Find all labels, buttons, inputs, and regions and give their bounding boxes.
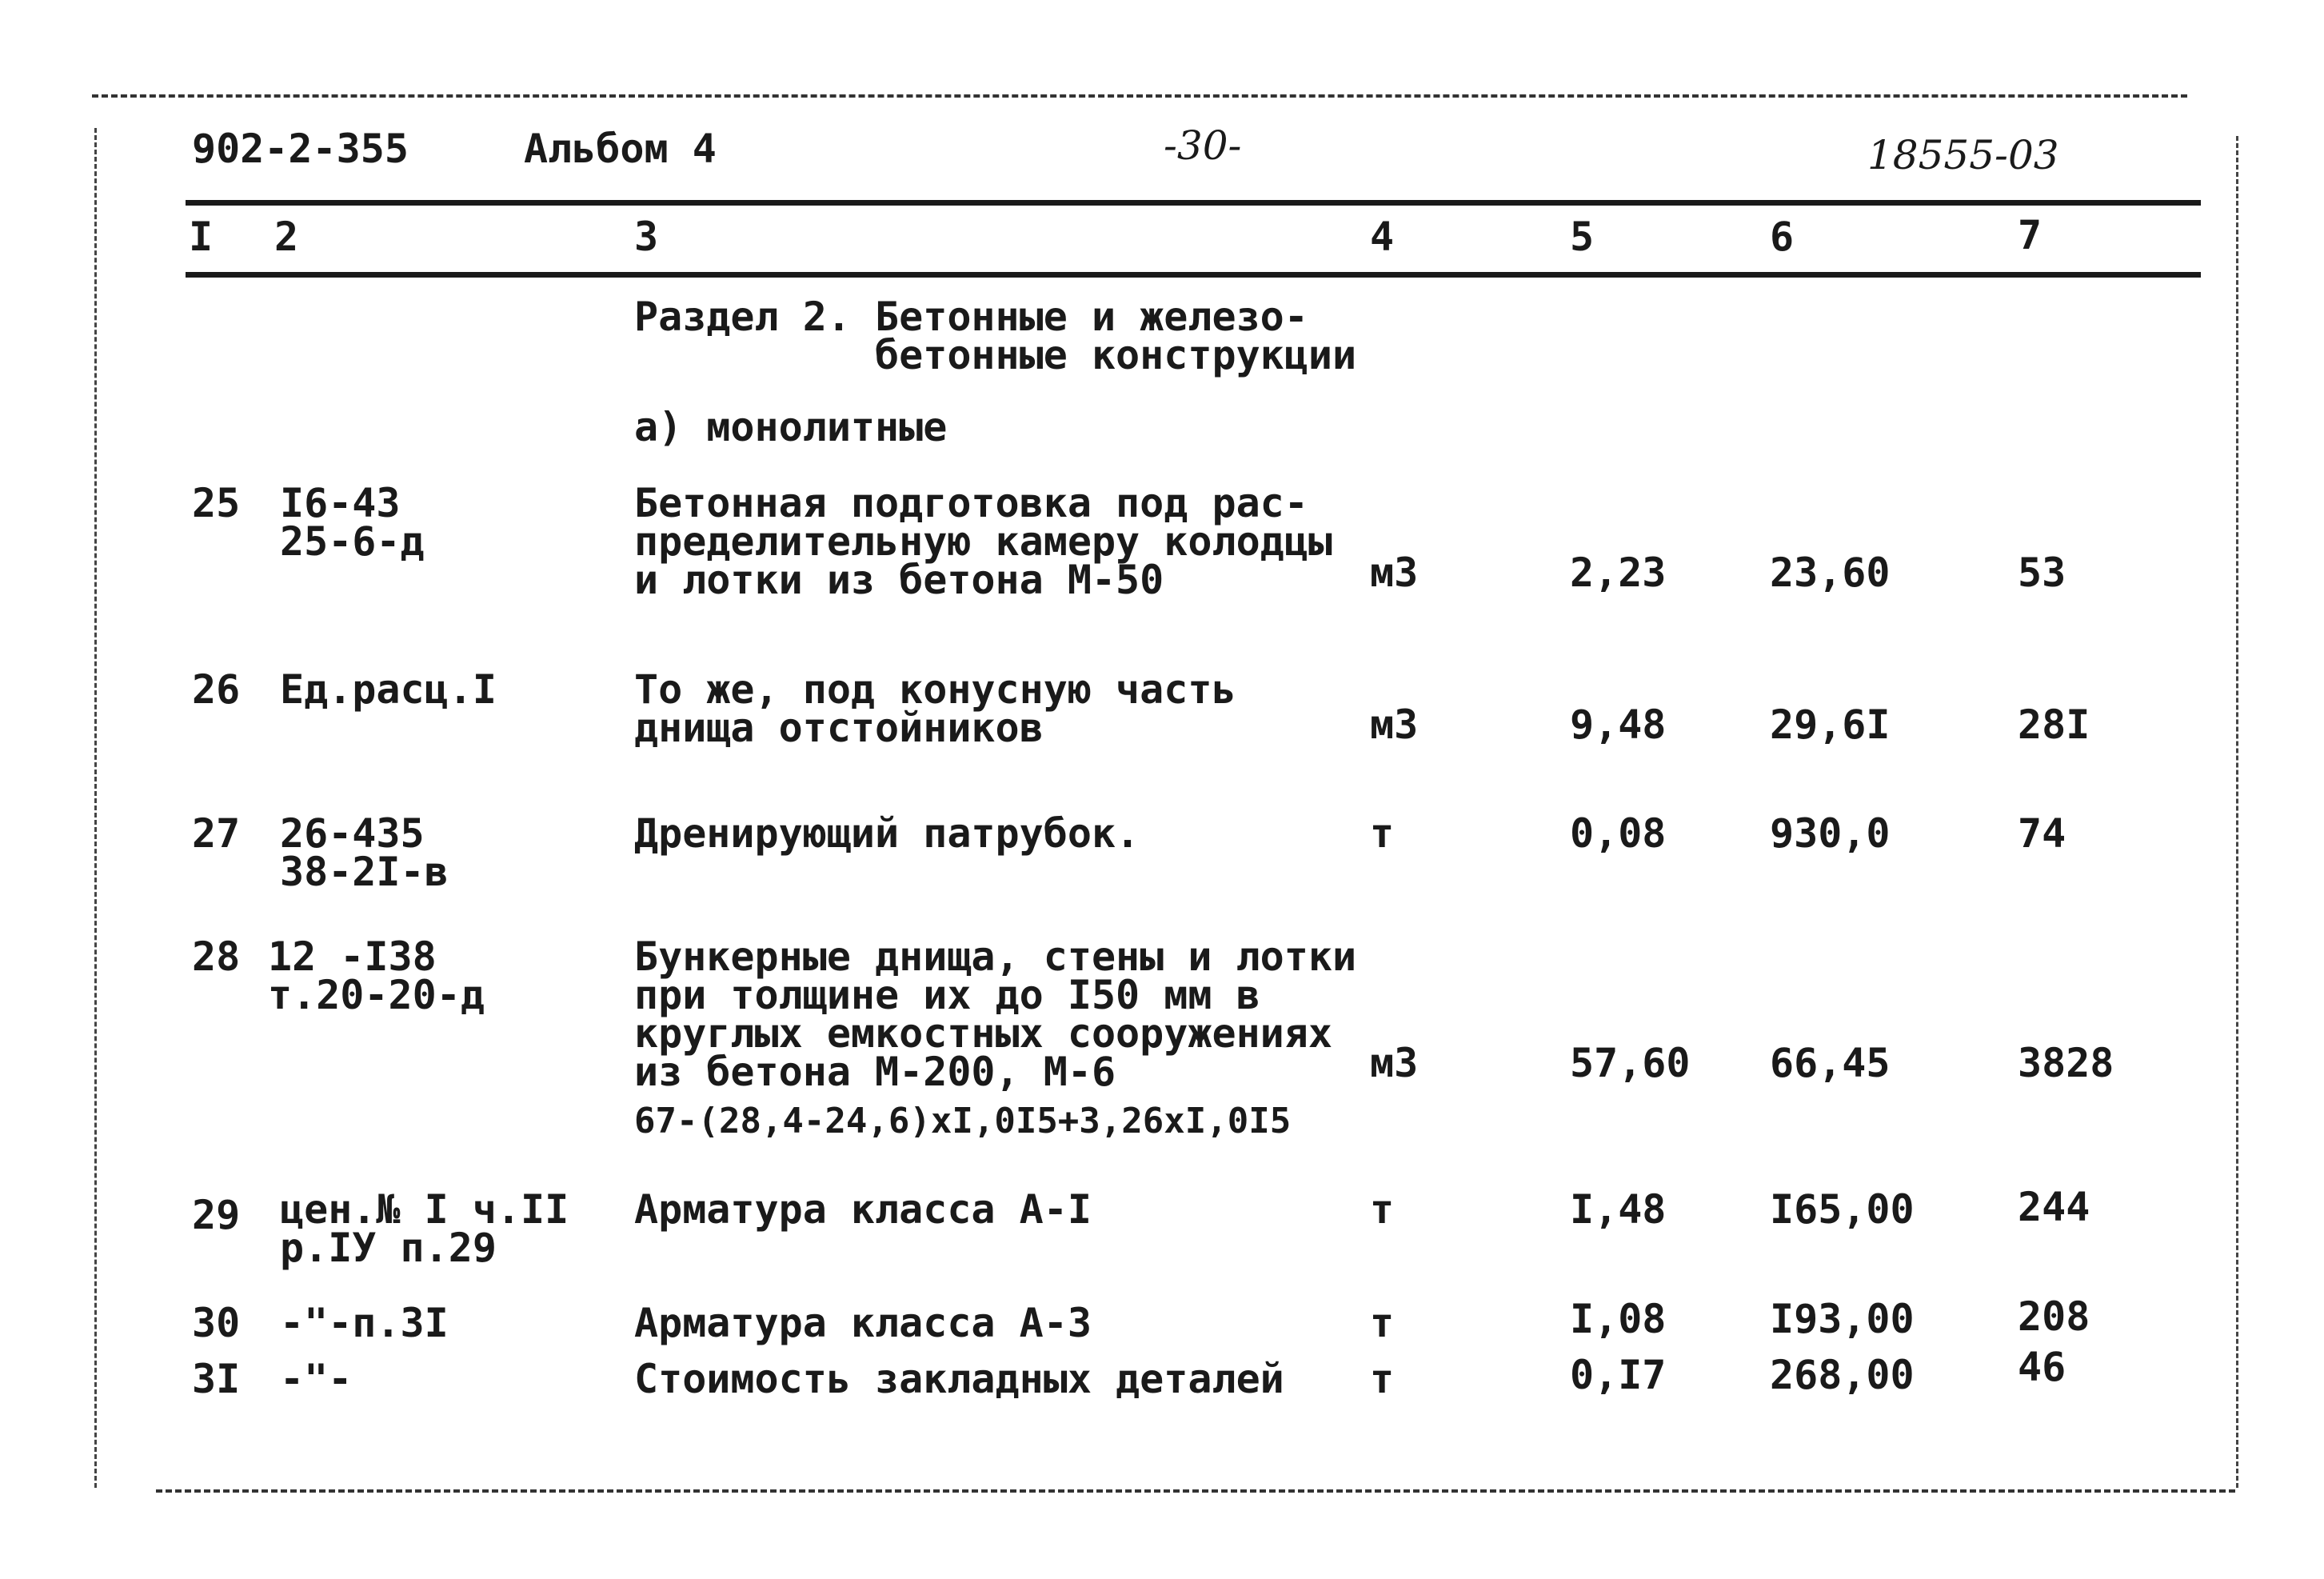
work-description: Арматура класса А-I (634, 1186, 1092, 1233)
total-cost: 244 (2018, 1184, 2090, 1230)
row-number: 3I (192, 1356, 241, 1402)
section-subtitle: а) монолитные (634, 404, 948, 450)
row-number: 26 (192, 666, 241, 713)
rate-code: 26-435 38-2I-в (280, 810, 449, 895)
unit: т (1370, 1300, 1395, 1346)
work-description: Бетонная подготовка под рас- пределительную камеру колодцы и лотки из бетона М-50 (634, 480, 1332, 603)
column-header-7: 7 (2018, 212, 2042, 258)
unit-price: I93,00 (1770, 1296, 1915, 1342)
quantity: 0,I7 (1570, 1352, 1667, 1398)
unit-price: 268,00 (1770, 1352, 1915, 1398)
rate-code: -"- (280, 1356, 353, 1402)
column-header-5: 5 (1570, 214, 1595, 260)
unit: т (1370, 810, 1395, 857)
row-number: 29 (192, 1192, 241, 1238)
work-description: Бункерные днища, стены и лотки при толщине их до I50 мм в круглых емкостных сооружениях из бетона М-200, М-6 (634, 933, 1357, 1095)
total-cost: 74 (2018, 810, 2066, 857)
quantity: I,48 (1570, 1186, 1667, 1233)
work-description: То же, под конусную часть днища отстойников (634, 666, 1236, 751)
column-header-2: 2 (274, 214, 299, 260)
column-header-1: I (189, 214, 214, 260)
frame-right-border (2236, 136, 2238, 1488)
unit: т (1370, 1356, 1395, 1402)
unit-price: 930,0 (1770, 810, 1891, 857)
quantity: 2,23 (1570, 550, 1667, 596)
quantity: 0,08 (1570, 810, 1667, 857)
row-number: 27 (192, 810, 241, 857)
unit-price: 29,6I (1770, 702, 1891, 748)
frame-top-border (92, 94, 2187, 98)
work-description: Арматура класса А-3 (634, 1300, 1092, 1346)
rate-code: Ед.расц.I (280, 666, 497, 713)
rate-code: 12 -I38 т.20-20-д (268, 933, 485, 1018)
page-number: -30- (1164, 122, 1242, 169)
quantity: I,08 (1570, 1296, 1667, 1342)
row-number: 30 (192, 1300, 241, 1346)
frame-bottom-border (156, 1489, 2235, 1493)
rate-code: I6-43 25-6-д (280, 480, 425, 565)
unit: м3 (1370, 550, 1419, 596)
row-number: 28 (192, 933, 241, 980)
work-description: Стоимость закладных деталей (634, 1356, 1284, 1402)
total-cost: 53 (2018, 550, 2066, 596)
calculation-formula: 67-(28,4-24,6)хI,0I5+3,26хI,0I5 (634, 1101, 1292, 1141)
section-title: Раздел 2. Бетонные и железо- бетонные конструкции (634, 294, 1357, 378)
total-cost: 28I (2018, 702, 2090, 748)
header-rule-bottom (186, 272, 2201, 278)
unit-price: 23,60 (1770, 550, 1891, 596)
rate-code: цен.№ I ч.II р.IУ п.29 (280, 1186, 569, 1271)
frame-left-border (94, 128, 97, 1488)
total-cost: 208 (2018, 1293, 2090, 1340)
quantity: 9,48 (1570, 702, 1667, 748)
unit: т (1370, 1186, 1395, 1233)
rate-code: -"-п.3I (280, 1300, 449, 1346)
work-description: Дренирующий патрубок. (634, 810, 1140, 857)
unit: м3 (1370, 1040, 1419, 1086)
column-header-3: 3 (634, 214, 659, 260)
column-header-6: 6 (1770, 214, 1795, 260)
total-cost: 3828 (2018, 1040, 2114, 1086)
row-number: 25 (192, 480, 241, 526)
unit-price: I65,00 (1770, 1186, 1915, 1233)
album-label: Альбом 4 (524, 126, 717, 172)
doc-number: 18555-03 (1867, 132, 2059, 178)
total-cost: 46 (2018, 1344, 2066, 1390)
unit-price: 66,45 (1770, 1040, 1891, 1086)
quantity: 57,60 (1570, 1040, 1691, 1086)
unit: м3 (1370, 702, 1419, 748)
doc-code: 902-2-355 (192, 126, 409, 172)
header-rule-top (186, 200, 2201, 206)
column-header-4: 4 (1370, 214, 1395, 260)
